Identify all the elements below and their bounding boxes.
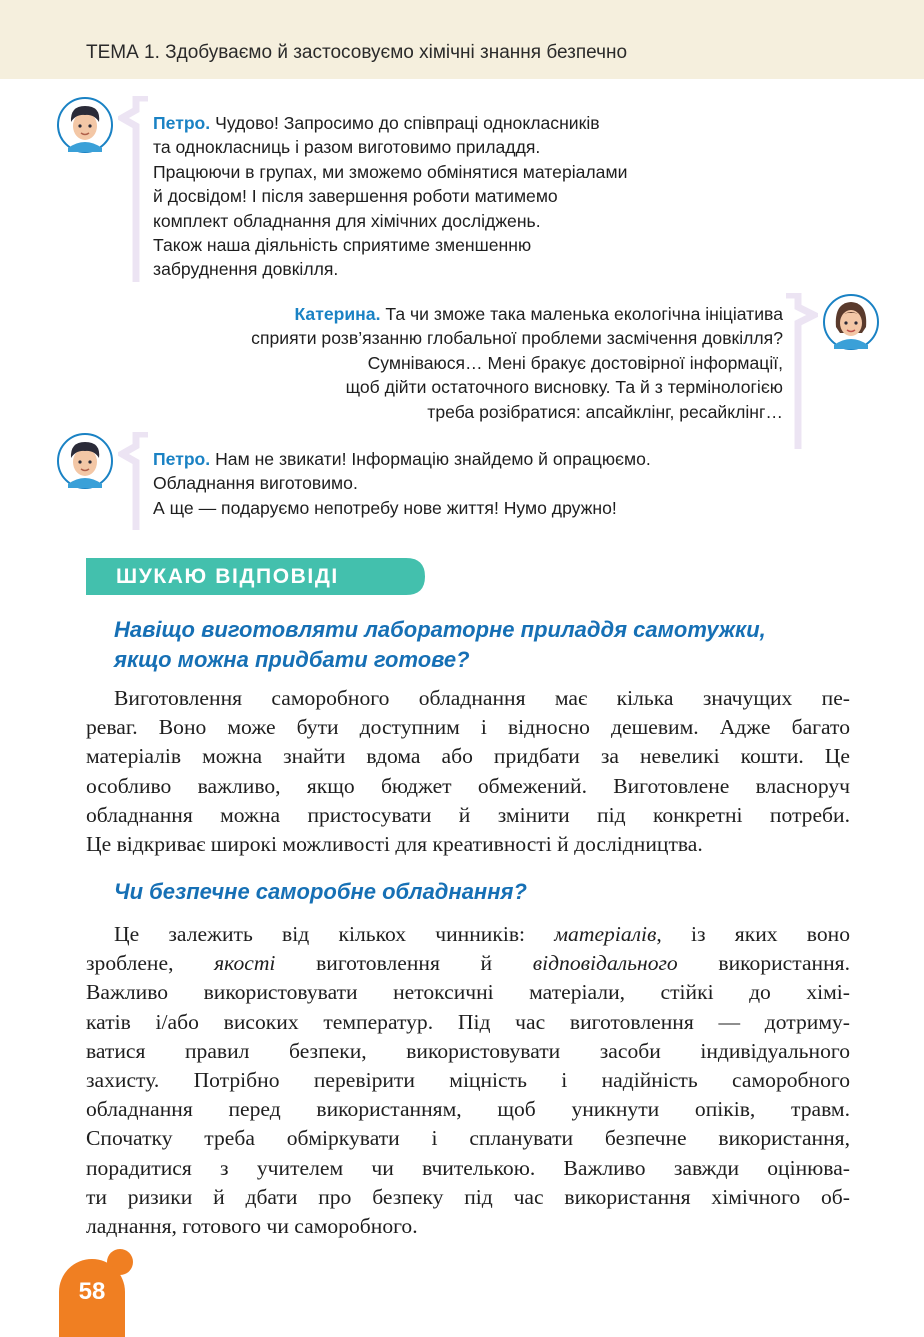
text-line: реваг. Воно може бути доступним і відносно дешевим. Адже багато bbox=[86, 715, 850, 740]
dialog-line: А ще — подаруємо непотребу нове життя! Нумо дружно! bbox=[153, 497, 617, 518]
text-line: Виготовлення саморобного обладнання має кілька значущих пе- bbox=[114, 686, 850, 710]
text-line: обладнання перед використанням, щоб уникнути опіків, травм. bbox=[86, 1097, 850, 1122]
dialog-line: Сумніваюся… Мені бракує достовірної інформації, bbox=[367, 352, 783, 373]
speaker-name: Петро. bbox=[153, 113, 211, 133]
text-line: Це залежить від кількох чинників: матеріалів, із яких воно bbox=[114, 922, 850, 946]
dialog-line: комплект обладнання для хімічних досліджень. bbox=[153, 210, 541, 231]
dialog-line: Також наша діяльність сприятиме зменшенню bbox=[153, 235, 532, 256]
speech-bracket-left bbox=[118, 432, 148, 532]
girl-avatar-icon bbox=[822, 293, 880, 351]
text-line: ладнання, готового чи саморобного. bbox=[86, 1214, 418, 1239]
dialog-petro-2 bbox=[153, 447, 651, 520]
boy-avatar-icon bbox=[56, 96, 114, 154]
text-line: ти ризики й дбати про безпеку під час використання хімічного об- bbox=[86, 1184, 850, 1209]
text-line: захисту. Потрібно перевірити міцність і надійність саморобного bbox=[86, 1068, 850, 1093]
dialog-line: треба розібратися: апсайклінг, ресайклінг… bbox=[427, 401, 783, 422]
text-line: порадитися з учителем чи вчителькою. Важливо завжди оцінюва- bbox=[86, 1155, 850, 1180]
dialog-line: забруднення довкілля. bbox=[153, 259, 339, 280]
speaker-name: Петро. bbox=[153, 449, 211, 469]
dialog-line: та однокласниць і разом виготовимо приладдя. bbox=[153, 137, 541, 158]
text-line: обладнання можна пристосувати й змінити під конкретні потреби. bbox=[86, 802, 850, 827]
text-line: ватися правил безпеки, використовувати засоби індивідуального bbox=[86, 1038, 850, 1063]
speaker-name: Катерина. bbox=[294, 304, 381, 324]
dialog-line: Обладнання виготовимо. bbox=[153, 473, 358, 494]
text-line: Спочатку треба обміркувати і спланувати безпечне використання, bbox=[86, 1126, 850, 1151]
question-heading-2: Чи безпечне саморобне обладнання? bbox=[114, 879, 527, 904]
boy-avatar-icon bbox=[56, 432, 114, 490]
dialog-line: Петро. Нам не звикати! Інформацію знайдемо й опрацюємо. bbox=[153, 449, 651, 469]
page-number: 58 bbox=[78, 1278, 106, 1305]
dialog-line: Петро. Чудово! Запросимо до співпраці однокласників bbox=[153, 113, 600, 133]
text-line: особливо важливо, якщо бюджет обмежений. Виготовлене власноруч bbox=[86, 773, 850, 798]
text-line: Важливо використовувати нетоксичні матеріали, стійкі до хімі- bbox=[86, 980, 850, 1005]
dialog-line: й досвідом! І після завершення роботи матимемо bbox=[153, 186, 558, 207]
section-title: ШУКАЮ ВІДПОВІДІ bbox=[116, 565, 339, 588]
chapter-title: ТЕМА 1. Здобуваємо й застосовуємо хімічні знання безпечно bbox=[86, 42, 628, 63]
speech-bracket-left bbox=[118, 96, 148, 284]
text-line: зроблене, якості виготовлення й відповідального використання. bbox=[86, 951, 850, 976]
dialog-line: щоб дійти остаточного висновку. Та й з термінологією bbox=[345, 377, 783, 398]
text-line: матеріалів можна знайти вдома або придбати за невеликі кошти. Це bbox=[86, 744, 850, 769]
dialog-petro-1 bbox=[153, 111, 627, 282]
dialog-kateryna bbox=[251, 302, 783, 424]
text-line: катів і/або високих температур. Під час виготовлення — дотриму- bbox=[86, 1009, 850, 1034]
dialog-line: Катерина. Та чи зможе така маленька екологічна ініціатива bbox=[294, 304, 783, 324]
text-line: Це відкриває широкі можливості для креативності й дослідництва. bbox=[86, 832, 703, 857]
page-header bbox=[0, 0, 924, 79]
question-heading-1: Навіщо виготовляти лабораторне приладдя самотужки, якщо можна придбати готове? bbox=[114, 617, 766, 672]
answer-paragraph-2 bbox=[86, 920, 850, 1241]
dialog-line: сприяти розв’язанню глобальної проблеми засмічення довкілля? bbox=[251, 328, 783, 349]
speech-bracket-right bbox=[786, 293, 818, 451]
answer-paragraph-1 bbox=[86, 684, 850, 859]
dialog-line: Працюючи в групах, ми зможемо обмінятися матеріалами bbox=[153, 161, 628, 182]
